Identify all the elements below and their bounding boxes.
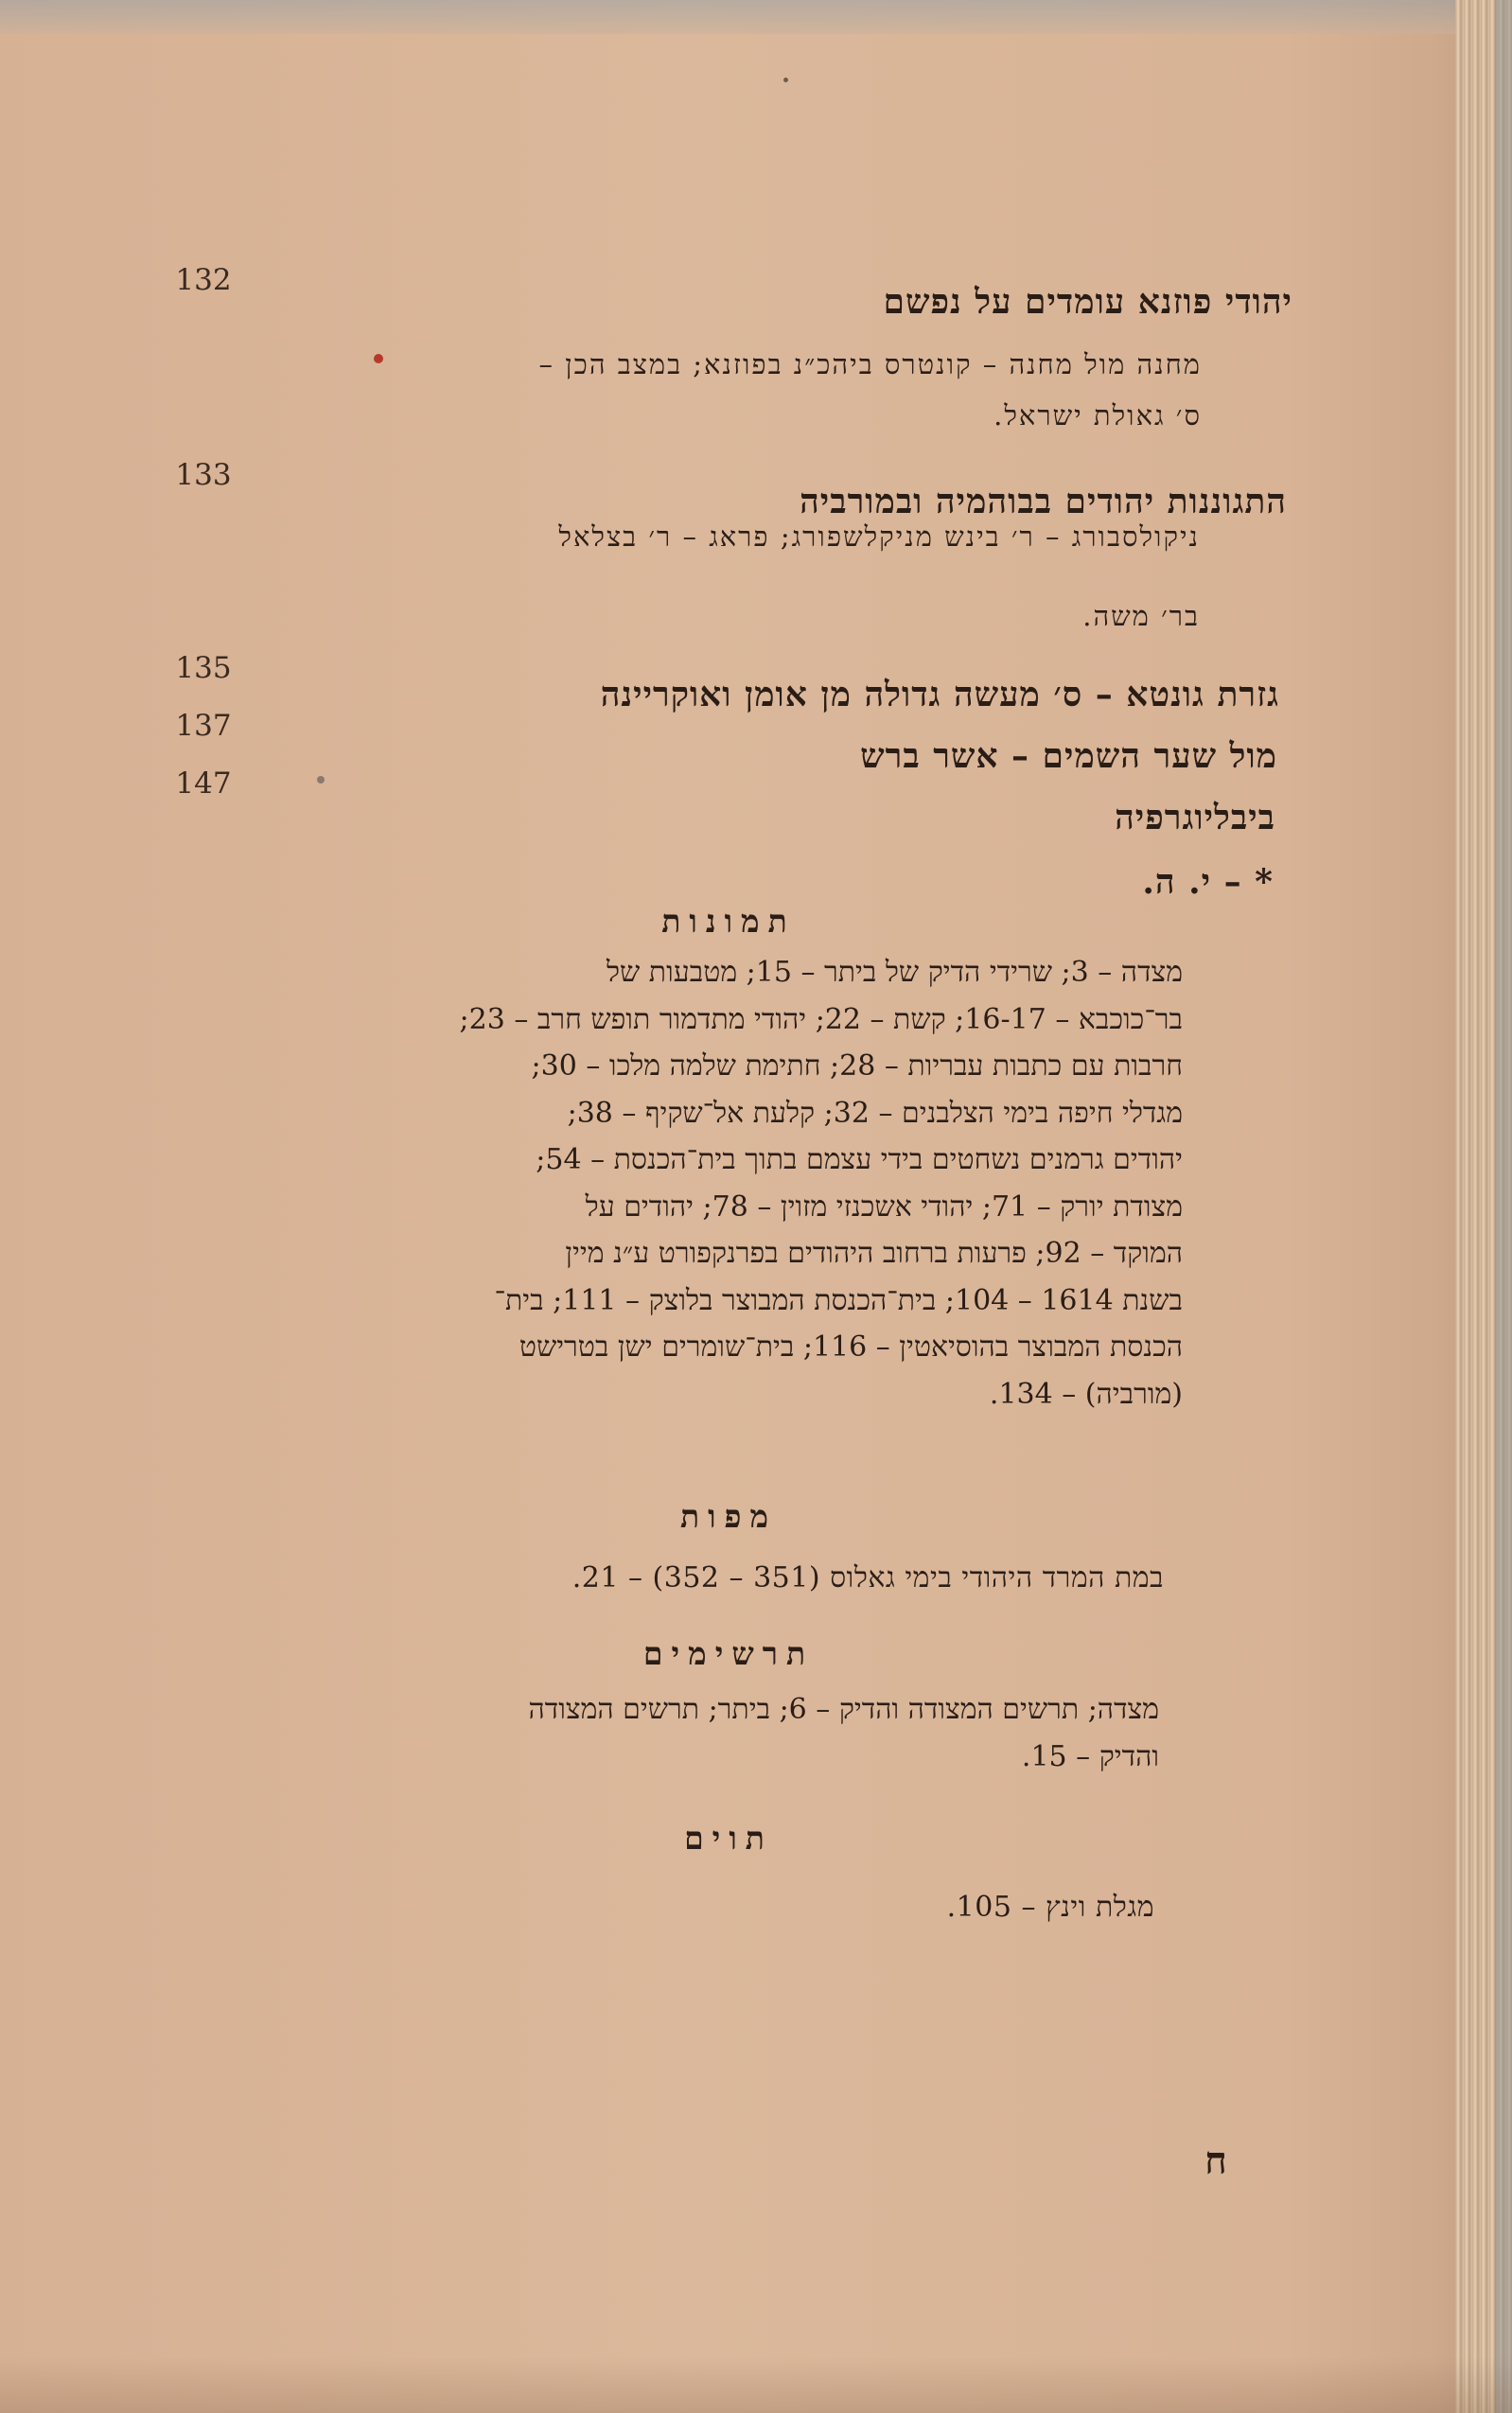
entry-title-2: התגוננות יהודים בבוהמיה ובמורביה [800, 482, 1287, 521]
pictures-line: יהודים גרמנים נשחטים בידי עצמם בתוך בית־הכנסת – 54; [536, 1143, 1183, 1176]
paper-speck [783, 78, 788, 82]
section-heading-pictures: תמונות [661, 903, 796, 940]
entry-line-2b: בר׳ משה. [1082, 600, 1200, 632]
entry-line-1a: מחנה מול מחנה – קונטרס ביהכ״נ בפוזנא; במצב הכן – [538, 348, 1202, 380]
pictures-line: חרבות עם כתבות עבריות – 28; חתימת שלמה מלכו – 30; [531, 1049, 1183, 1083]
pictures-line: מצדה – 3; שרידי הדיק של ביתר – 15; מטבעות של [606, 956, 1183, 989]
entry-title-5: ביבליוגרפיה [1115, 798, 1275, 837]
pictures-line: המוקד – 92; פרעות ברחוב היהודים בפרנקפורט ע״נ מיין [565, 1237, 1183, 1270]
entry-line-2a: ניקולסבורג – ר׳ בינש מניקלשפורג; פראג – ר׳ בצלאל [558, 520, 1200, 553]
binding-edge [1495, 0, 1512, 2413]
pictures-line: מגדלי חיפה בימי הצלבנים – 32; קלעת אל־שקיף – 38; [567, 1096, 1183, 1130]
entry-title-1: יהודי פוזנא עומדים על נפשם [883, 282, 1292, 322]
author-mark: * – י. ה. [1142, 862, 1274, 902]
pictures-line: (מורביה) – 134. [989, 1377, 1183, 1411]
maps-line: במת המרד היהודי בימי גאלוס (351 – 352) – 21. [571, 1561, 1164, 1594]
pictures-list [293, 949, 1183, 1418]
section-heading-musical-notes: תוים [684, 1820, 773, 1857]
pictures-line: בר־כוכבא – 16-17; קשת – 22; יהודי מתדמור תופש חרב – 23; [459, 1002, 1183, 1036]
section-heading-drawings: תרשימים [642, 1635, 815, 1672]
drawings-list [284, 1686, 1159, 1780]
page-number-4: 137 [175, 709, 232, 743]
pictures-line: בשנת 1614 – 104; בית־הכנסת המבוצר בלוצק – 111; בית־ [494, 1283, 1183, 1317]
page-bottom-shadow [0, 2356, 1512, 2413]
section-heading-maps: מפות [679, 1498, 778, 1535]
entry-line-1b: ס׳ גאולת ישראל. [993, 399, 1202, 432]
page-number-2: 133 [175, 458, 232, 492]
musical-notes-line: מגלת וינץ – 105. [946, 1891, 1154, 1924]
page-number-1: 132 [175, 263, 232, 297]
paper-speck [317, 776, 325, 784]
folio-letter: ח [1204, 2139, 1227, 2183]
entry-title-4: מול שער השמים – אשר ברש [860, 736, 1277, 776]
drawings-line: והדיק – 15. [1021, 1739, 1159, 1773]
page-number-5: 147 [175, 766, 232, 801]
pictures-line: הכנסת המבוצר בהוסיאטין – 116; בית־שומרים ישן בטרישט [519, 1330, 1183, 1364]
ink-spot [374, 354, 383, 363]
pictures-line: מצודת יורק – 71; יהודי אשכנזי מזוין – 78; יהודים על [585, 1189, 1183, 1224]
page-top-edge [0, 0, 1512, 34]
entry-title-3: גזרת גונטא – ס׳ מעשה גדולה מן אומן ואוקריינה [600, 675, 1279, 714]
drawings-line: מצדה; תרשים המצודה והדיק – 6; ביתר; תרשים המצודה [528, 1693, 1159, 1726]
page-number-3: 135 [175, 651, 232, 685]
